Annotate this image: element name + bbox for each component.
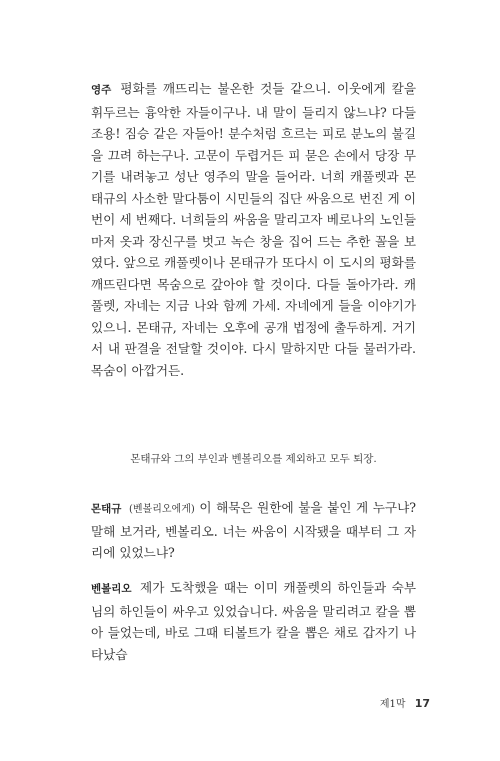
speech-text: 제가 도착했을 때는 이미 캐풀렛의 하인들과 숙부님의 하인들이 싸우고 있었습니다. 싸움을 말리려고 칼을 뽑아 들었는데, 바로 그때 티볼트가 칼을 뽑은 채로 갑자기 나타났습 bbox=[91, 580, 416, 662]
speech-text: 평화를 깨뜨리는 불온한 것들 같으니. 이웃에게 칼을 휘두르는 흉악한 자들이구나. 내 말이 들리지 않느냐? 다들 조용! 짐승 같은 자들아! 분수처럼 흐르는 피로 분노의 불길을 끄려 하는구나. 고문이 두렵거든 피 묻은 손에서 당장 무기를 내려놓고 성난 영주의 말을 들어라. 너희 캐풀렛과 몬태규의 사소한 말다툼이 시민들의 집단 싸움으로 번진 게 이번이 세 번째다. 너희들의 싸움을 말리고자 베로나의 노인들마저 옷과 장신구를 벗고 녹슨 창을 집어 드는 추한 꼴을 보였다. 앞으로 캐풀렛이나 몬태규가 또다시 이 도시의 평화를 깨뜨린다면 목숨으로 갚아야 할 것이다. 다들 돌아가라. 캐풀렛, 자네는 지금 나와 함께 가세. 자네에게 들을 이야기가 있으니. 몬태규, 자네는 오후에 공개 법정에 출두하게. 거기서 내 판결을 전달할 것이야. 다시 말하지만 다들 물러가라. 목숨이 아깝거든. bbox=[91, 81, 416, 378]
speech-montague bbox=[91, 497, 416, 564]
speech-text: 이 해묵은 원한에 불을 붙인 게 누구냐? 말해 보거라, 벤볼리오. 너는 싸움이 시작됐을 때부터 그 자리에 있었느냐? bbox=[91, 500, 416, 560]
speaker-name: 몬태규 bbox=[91, 503, 122, 515]
page-number: 17 bbox=[414, 697, 430, 710]
stage-direction: 몬태규와 그의 부인과 벤볼리오를 제외하고 모두 퇴장. bbox=[130, 453, 377, 465]
speaker-name: 영주 bbox=[91, 84, 112, 96]
speaker-name: 벤볼리오 bbox=[91, 583, 132, 595]
page-footer bbox=[380, 697, 430, 712]
chapter-label: 제1막 bbox=[379, 699, 406, 710]
speech-benvolio bbox=[91, 577, 416, 665]
speech-lord bbox=[91, 78, 416, 381]
speech-aside: (벤볼리오에게) bbox=[129, 504, 195, 515]
